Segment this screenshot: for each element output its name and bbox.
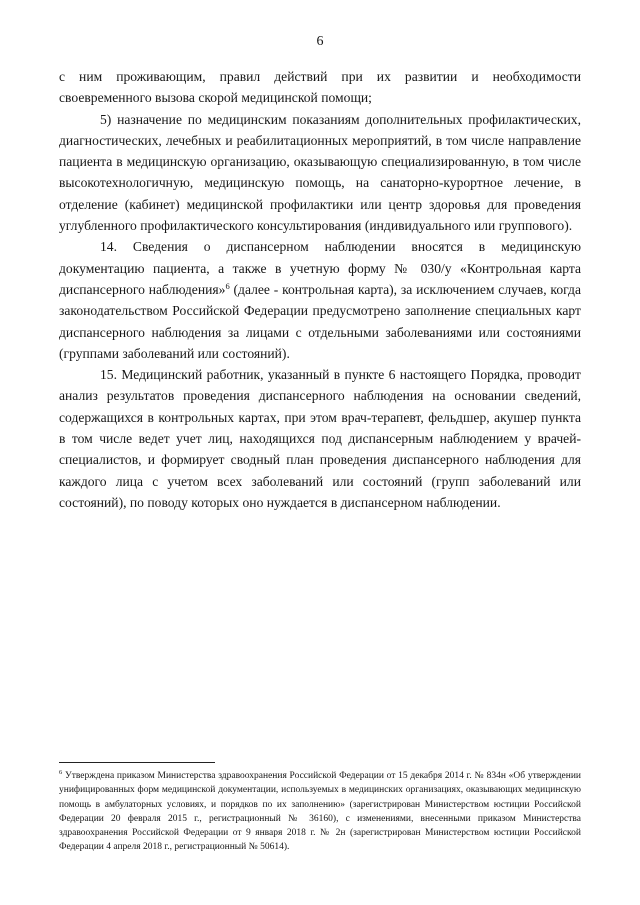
page-number: 6 (316, 34, 324, 49)
footnote-reference: 6 (225, 280, 230, 291)
footnote-marker: 6 (59, 769, 63, 776)
paragraph-continuation: с ним проживающим, правил действий при их развитии и необходимости своевременного вызова скорой медицинской помощи; (59, 69, 581, 106)
paragraph-14-text: 14. Сведения о диспансерном наблюдении вносятся в медицинскую документацию пациента, а также в учетную форму № 030/у «Контрольная карта диспансерного наблюдения» (59, 239, 581, 297)
paragraph-14-text-continued: (далее - контрольная карта), за исключением случаев, когда законодательством Российской Федерации предусмотрено заполнение специальных карт диспансерного наблюдения за лицами с отдельными заболеваниями или состояниями (группами заболеваний или состояний). (59, 281, 581, 361)
footnote-separator (59, 762, 215, 763)
footnote-text: Утверждена приказом Министерства здравоохранения Российской Федерации от 15 декабря 2014 г. № 834н «Об утверждении унифицированных форм медицинской документации, используемых в медицинских организациях, оказывающих медицинскую помощь в амбулаторных условиях, и порядков по их заполнению» (зарегистрирован Министерством юстиции Российской Федерации 20 февраля 2015 г., регистрационный № 36160), с изменениями, внесенными приказом Министерства здравоохранения Российской Федерации от 9 января 2018 г. № 2н (зарегистрирован Министерством юстиции Российской Федерации 4 апреля 2018 г., регистрационный № 50614). (59, 771, 581, 853)
paragraph-item-5: 5) назначение по медицинским показаниям дополнительных профилактических, диагностических, лечебных и реабилитационных мероприятий, в том числе направление пациента в медицинскую организацию, оказывающую специализированную, в том числе высокотехнологичную, медицинскую помощь, на санаторно-курортное лечение, в отделение (кабинет) медицинской профилактики или центр здоровья для проведения углубленного профилактического консультирования (индивидуального или группового). (59, 111, 581, 234)
document-body (59, 66, 581, 513)
footnote (59, 769, 581, 855)
paragraph-14 (59, 236, 581, 364)
paragraph-15: 15. Медицинский работник, указанный в пункте 6 настоящего Порядка, проводит анализ результатов проведения диспансерного наблюдения на основании сведений, содержащихся в контрольных картах, при этом врач-терапевт, фельдшер, акушер пункта в том числе ведет учет лиц, находящихся под диспансерным наблюдением у врачей-специалистов, и формирует сводный план проведения диспансерного наблюдения для каждого лица с учетом всех заболеваний или состояний (групп заболеваний или состояний), по поводу которых оно нуждается в диспансерном наблюдении. (59, 367, 581, 510)
